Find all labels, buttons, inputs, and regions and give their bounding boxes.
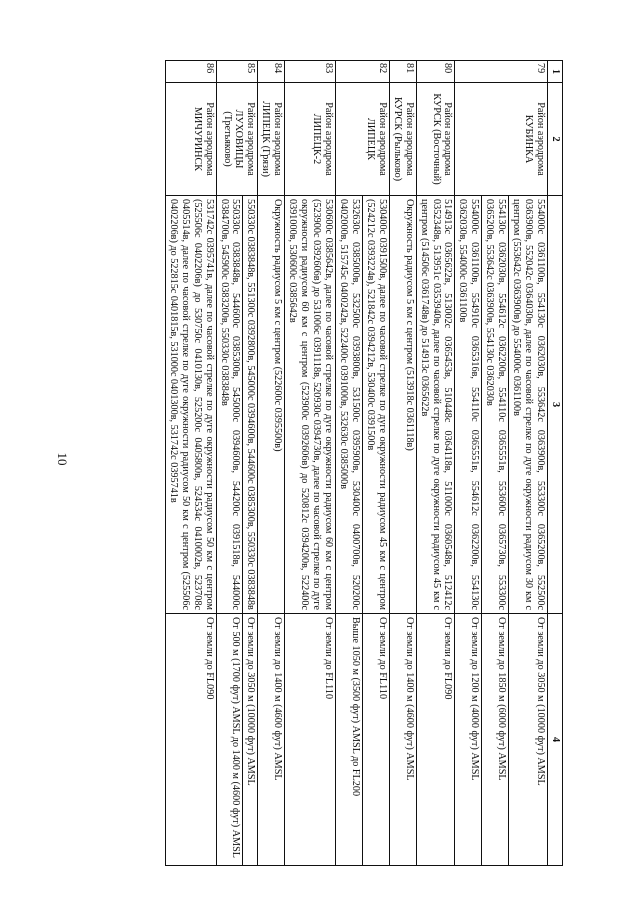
region-name: Район аэродрома ЛИПЕЦК xyxy=(336,83,390,196)
column-header-1: 1 xyxy=(548,61,563,83)
boundary-coordinates: 554000с 0361100в, 554130с 0362030в, 553642с 0363900в, 553300с 0365200в, 552500с 0363900в, 552042с 0364030в, далее по часовой стрелке по дуге окружности радиусом 30 км с центром (553642с 0363900в) до 554000с 0361100в xyxy=(509,196,548,614)
region-name: Район аэродрома МИЧУРИНСК xyxy=(165,83,216,196)
boundary-coordinates: 530400с 0391500в, далее по часовой стрелке по дуге окружности радиусом 45 км с центром (524212с 0393224в), 521842с 0394212в, 530400с 0391500в xyxy=(362,196,389,614)
boundary-coordinates: 554000с 0361100в, 554910с 0365316в, 554110с 0365551в, 554612с 0362200в, 554130с 0362030в, 554000с 0361100в xyxy=(455,196,482,614)
table-row xyxy=(165,61,216,866)
table-row xyxy=(416,61,455,866)
vertical-limits: От земли до FL110 xyxy=(362,614,389,866)
column-header-4: 4 xyxy=(548,614,563,866)
row-number: 86 xyxy=(165,61,216,83)
boundary-coordinates: 554130с 0362030в, 554612с 0362200в, 554110с 0365551в, 553600с 0365730в, 553300с 0365200в, 553642с 0363900в, 554130с 0362030в xyxy=(482,196,509,614)
vertical-limits: От земли до 1400 м (4600 фут) AMSL xyxy=(389,614,416,866)
vertical-limits: От земли до 3050 м (10000 фут) AMSL xyxy=(509,614,548,866)
row-number: 82 xyxy=(336,61,390,83)
region-name: Район аэродрома ЛУХОВИЦЫ (Третьяково) xyxy=(216,83,258,196)
vertical-limits: От 500 м (1700 фут) AMSL до 1400 м (4600 фут) AMSL xyxy=(216,614,243,866)
vertical-limits: От земли до FL090 xyxy=(416,614,455,866)
row-number: 80 xyxy=(416,61,455,83)
region-name: Район аэродрома КУБИНКА xyxy=(455,83,548,196)
table-row xyxy=(389,61,416,866)
boundary-coordinates: 550330с 0383848в, 544600с 0385300в, 545000с 0394600в, 544200с 0391518в, 544000с 0384700в, 545900с 0383200в, 550330с 0383848в xyxy=(216,196,243,614)
table-row xyxy=(285,61,336,866)
vertical-limits: От земли до 3050 м (10000 фут) AMSL xyxy=(243,614,258,866)
row-number: 79 xyxy=(455,61,548,83)
boundary-coordinates: 531742с 0395741в, далее по часовой стрелке по дуге окружности радиусом 50 км с центром (525506с 0402206в) до 530750с 0410130в, 525200с 0405800в, 524534с 0410002в, 523708с 0405514в, далее по часовой стрелке по дуге окружности радиусом 50 км с центром (525506с 0402206в) до 522815с 0401815в, 531000с 0401300в, 531742с 0395741в xyxy=(165,196,216,614)
row-number: 84 xyxy=(258,61,285,83)
boundary-coordinates: 550330с 0383848в, 551300с 0392800в, 545000с 0394600в, 544600с 0385300в, 550330с 0383848в xyxy=(243,196,258,614)
boundary-coordinates: 530600с 0385642в, далее по часовой стрелке по дуге окружности радиусом 60 км с центром (523900с 0392606в) до 531006с 0391118в, 520930с 0394730в, далее по часовой стрелке по дуге окружности радиусом 60 км с центром (523900с 0392606в) до 520812с 0394200в, 522400с 0391000в, 530600с 0385642в xyxy=(285,196,336,614)
table-row xyxy=(243,61,258,866)
vertical-limits: От земли до 1200 м (4000 фут) AMSL xyxy=(455,614,482,866)
vertical-limits: От земли до 1850 м (6000 фут) AMSL xyxy=(482,614,509,866)
column-header-3: 3 xyxy=(548,196,563,614)
table-row xyxy=(362,61,389,866)
table-row xyxy=(258,61,285,866)
page-number: 10 xyxy=(55,452,70,466)
boundary-coordinates: 532630с 0385000в, 532500с 0393800в, 531500с 0395900в, 530400с 0400700в, 520200с 0402000в, 515745с 0400242в, 522400с 0391000в, 532630с 0385000в xyxy=(336,196,363,614)
boundary-coordinates: Окружность радиусом 5 км с центром (522600с 0395500в) xyxy=(258,196,285,614)
region-name: Район аэродрома ЛИПЕЦК-2 xyxy=(285,83,336,196)
row-number: 85 xyxy=(216,61,258,83)
vertical-limits: От земли до 1400 м (4600 фут) AMSL xyxy=(258,614,285,866)
row-number: 83 xyxy=(285,61,336,83)
boundary-coordinates: 514913с 0365622в, 513002с 0365453в, 510448с 0364118в, 511000с 0360548в, 512412с 0352348в, 513951с 0353940в, далее по часовой стрелке по дуге окружности радиусом 45 км с центром (514506с 0361748в) до 514913с 0365622в xyxy=(416,196,455,614)
airspace-table-container xyxy=(165,60,563,865)
airspace-table xyxy=(165,60,563,866)
table-header-row xyxy=(548,61,563,866)
table-row xyxy=(509,61,548,866)
vertical-limits: Выше 1050 м (3500 фут) AMSL до FL200 xyxy=(336,614,363,866)
vertical-limits: От земли до FL110 xyxy=(285,614,336,866)
region-name: Район аэродрома КУРСК (Рыльково) xyxy=(389,83,416,196)
column-header-2: 2 xyxy=(548,83,563,196)
row-number: 81 xyxy=(389,61,416,83)
region-name: Район аэродрома ЛИПЕЦК (Грязи) xyxy=(258,83,285,196)
vertical-limits: От земли до FL090 xyxy=(165,614,216,866)
region-name: Район аэродрома КУРСК (Восточный) xyxy=(416,83,455,196)
boundary-coordinates: Окружность радиусом 5 км с центром (513918с 0361118в) xyxy=(389,196,416,614)
